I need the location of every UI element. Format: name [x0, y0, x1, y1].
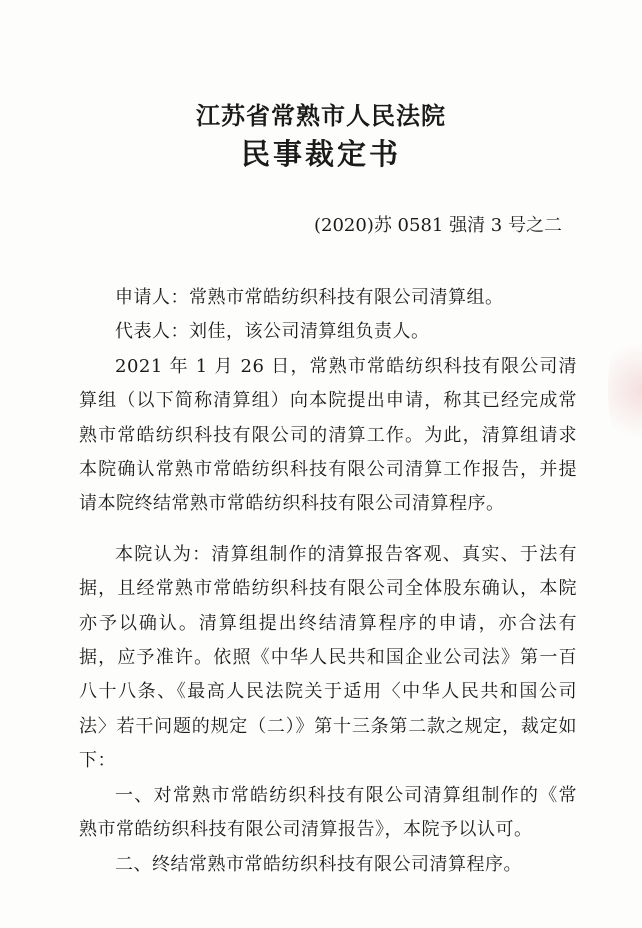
case-number: (2020)苏 0581 强清 3 号之二	[313, 215, 562, 236]
ruling-item-1: 一、对常熟市常皓纺织科技有限公司清算组制作的《常熟市常皓纺织科技有限公司清算报告》，本院予以认可。	[79, 784, 577, 841]
ruling-item-2: 二、终结常熟市常皓纺织科技有限公司清算程序。	[115, 853, 522, 875]
representative-paragraph: 代表人：刘佳，该公司清算组负责人。	[115, 321, 430, 343]
ruling-body	[79, 281, 577, 882]
reasoning-paragraph: 本院认为：清算组制作的清算报告客观、真实、于法有据，且经常熟市常皓纺织科技有限公司全体股东确认，本院亦予以确认。清算组提出终结清算程序的申请，亦合法有据，应予准许。依照《中华人民共和国企业公司法》第一百八十八条、《最高人民法院关于适用〈中华人民共和国公司法〉若干问题的规定（二）》第十三条第二款之规定，裁定如下：	[79, 543, 577, 772]
facts-paragraph: 2021 年 1 月 26 日，常熟市常皓纺织科技有限公司清算组（以下简称清算组）向本院提出申请，称其已经完成常熟市常皓纺织科技有限公司的清算工作。为此，清算组请求本院确认常熟市常皓纺织科技有限公司清算工作报告，并提请本院终结常熟市常皓纺织科技有限公司清算程序。	[79, 355, 577, 515]
document-title: 民事裁定书	[240, 137, 401, 171]
applicant-paragraph: 申请人：常熟市常皓纺织科技有限公司清算组。	[115, 287, 504, 308]
court-name: 江苏省常熟市人民法院	[196, 101, 446, 130]
seal-stamp-edge	[608, 330, 642, 450]
